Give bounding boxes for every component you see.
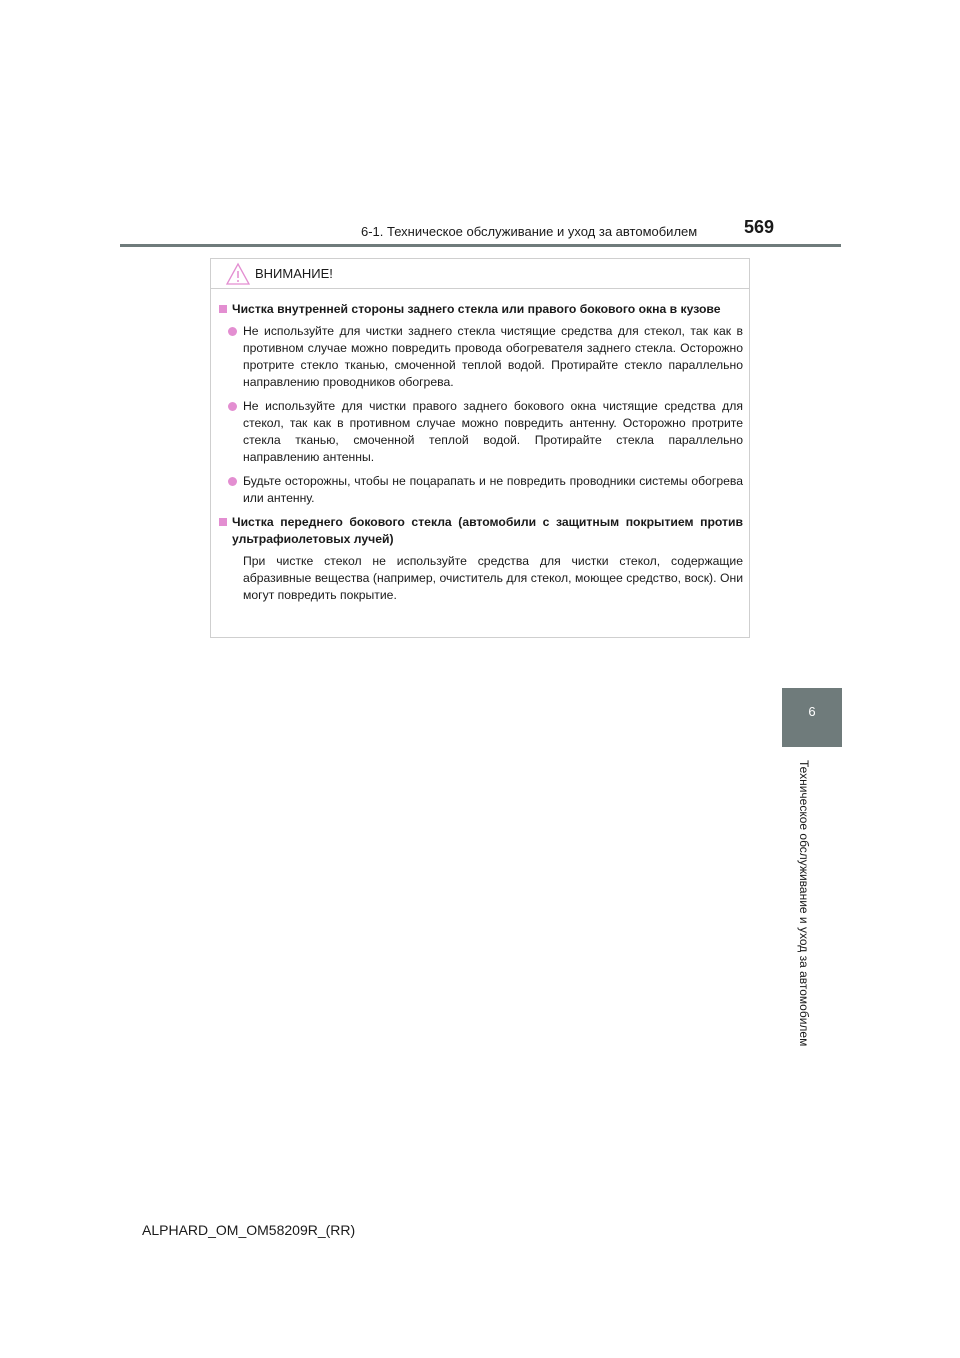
- caution-body: [217, 301, 743, 604]
- list-item: [227, 398, 743, 466]
- caution-header: [211, 259, 749, 289]
- chapter-side-title: Техническое обслуживание и уход за автомобилем: [797, 760, 811, 1047]
- page-number: 569: [744, 217, 775, 237]
- list-item-text: Не используйте для чистки правого заднего бокового окна чистящие средства для стекол, так как в противном случае можно повредить антенну. Осторожно протрите стекла тканью, смоченной теплой водой. Протирайте стекла параллельно направлению антенны.: [243, 399, 743, 464]
- chapter-number: 6: [808, 704, 816, 719]
- section-heading-text: Чистка внутренней стороны заднего стекла или правого бокового окна в кузове: [232, 302, 721, 316]
- square-bullet-icon: [219, 305, 227, 313]
- round-bullet-icon: [228, 477, 237, 486]
- round-bullet-icon: [228, 402, 237, 411]
- section-heading: [217, 514, 743, 548]
- section-heading: [217, 301, 743, 318]
- section-heading-text: Чистка переднего бокового стекла (автомобили с защитным покрытием против ультрафиолетовых лучей): [232, 515, 743, 546]
- list-item-text: Будьте осторожны, чтобы не поцарапать и не повредить проводники системы обогрева или антенну.: [243, 474, 743, 505]
- section-paragraph: При чистке стекол не используйте средства для чистки стекол, содержащие абразивные вещества (например, очиститель для стекол, моющее средство, воск). Они могут повредить покрытие.: [243, 554, 743, 602]
- warning-triangle-icon: [225, 262, 251, 286]
- list-item-text: Не используйте для чистки заднего стекла чистящие средства для стекол, так как в противном случае можно повредить провода обогревателя заднего стекла. Осторожно протрите стекло тканью, смоченной теплой водой. Протирайте стекло параллельно направлению проводников обогрева.: [243, 324, 743, 389]
- document-code: ALPHARD_OM_OM58209R_(RR): [142, 1222, 356, 1238]
- list-item: [227, 473, 743, 507]
- square-bullet-icon: [219, 518, 227, 526]
- caution-title: ВНИМАНИЕ!: [255, 266, 333, 281]
- caution-box: [210, 258, 750, 638]
- list-item: [227, 323, 743, 391]
- round-bullet-icon: [228, 327, 237, 336]
- chapter-tab: [782, 688, 842, 747]
- header-divider: [120, 244, 841, 247]
- running-header: 6-1. Техническое обслуживание и уход за автомобилем: [361, 224, 698, 239]
